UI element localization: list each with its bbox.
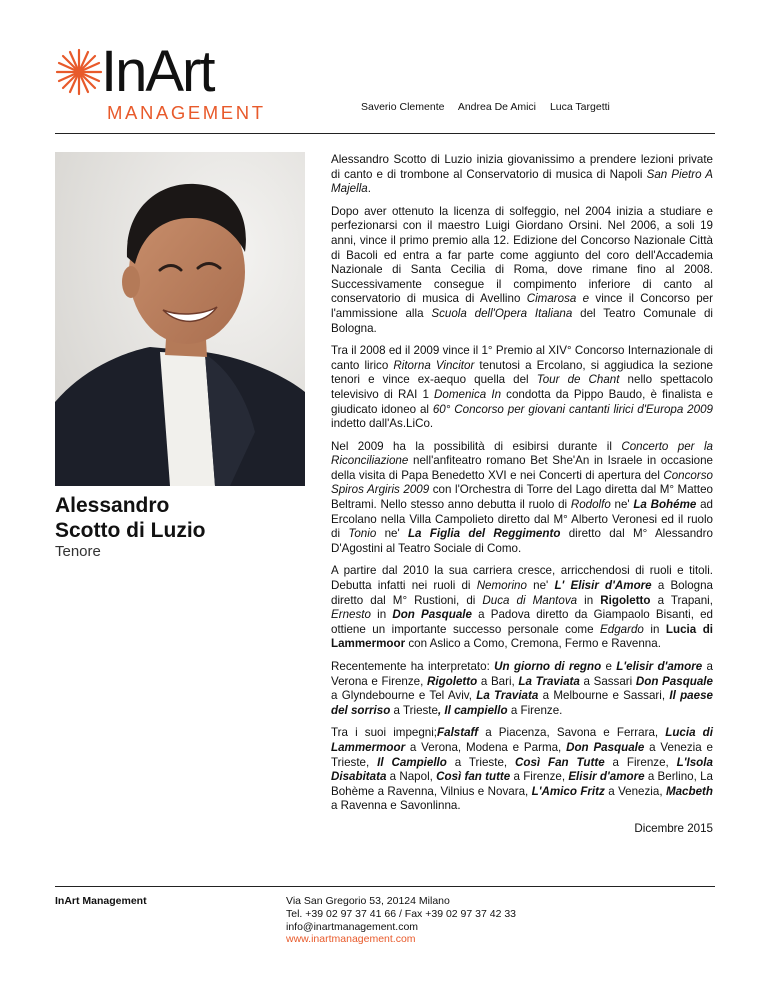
bio-paragraph: A partire dal 2010 la sua carriera cresce, arricchendosi di ruoli e titoli. Debutta infatti nei ruoli di Nemorino ne' L' Elisir d'Amore a Bologna diretto dal M° Rustioni, di Duca di Mantova in Rigoletto a Trapani, Ernesto in Don Pasquale a Padova diretto da Giampaolo Bisanti, ed ottiene un importante successo personale come Edgardo in Lucia di Lammermoor con Aslico a Como, Cremona, Fermo e Ravenna. [331,564,713,651]
biography [331,153,713,837]
artist-name [55,493,295,543]
artist-last-name: Scotto di Luzio [55,519,206,542]
footer-company: InArt Management [55,895,147,907]
bio-paragraph: Recentemente ha interpretato: Un giorno di regno e L'elisir d'amore a Verona e Firenze, Rigoletto a Bari, La Traviata a Sassari Don Pasquale a Glyndebourne e Tel Aviv, La Traviata a Melbourne e Sassari, Il paese del sorriso a Trieste, Il campiello a Firenze. [331,660,713,717]
bio-paragraph: Tra i suoi impegni;Falstaff a Piacenza, Savona e Ferrara, Lucia di Lammermoor a Verona, Modena e Parma, Don Pasquale a Venezia e Trieste, Il Campiello a Trieste, Così Fan Tutte a Firenze, L'Isola Disabitata a Napol, Così fan tutte a Firenze, Elisir d'amore a Berlino, La Bohème a Ravenna, Vilnius e Novara, L'Amico Fritz a Venezia, Macbeth a Ravenna e Savonlinna. [331,726,713,813]
logo-subtitle: MANAGEMENT [107,102,266,123]
portrait-illustration [55,152,305,486]
footer-contact [286,895,516,946]
footer-email[interactable]: info@inartmanagement.com [286,920,419,933]
manager-name: Andrea De Amici [457,101,537,113]
bio-paragraph: Nel 2009 ha la possibilità di esibirsi durante il Concerto per la Riconciliazione nell'anfiteatro romano Bet She'An in Israele in occasione della visita di Papa Benedetto XVI e nei Concerti di apertura del Concorso Spiros Argiris 2009 con l'Orchestra di Torre del Lago diretta dal M° Matteo Beltrami. Nello stesso anno debutta il ruolo di Rodolfo ne' La Bohéme ad Ercolano nella Villa Campolieto diretto dal M° Alberto Veronesi ed il ruolo di Tonio ne' La Figlia del Reggimento diretto dal M° Alessandro D'Agostini al Teatro Sociale di Como. [331,439,713,555]
manager-name: Saverio Clemente [361,101,445,113]
footer-phone: Tel. +39 02 97 37 41 66 / Fax +39 02 97 37 42 33 [286,907,517,920]
document-date: Dicembre 2015 [634,821,713,835]
manager-name: Luca Targetti [549,101,610,113]
footer-address: Via San Gregorio 53, 20124 Milano [286,895,450,907]
header-divider [55,133,715,134]
bio-paragraph: Tra il 2008 ed il 2009 vince il 1° Premio al XIV° Concorso Internazionale di canto lirico Ritorna Vincitor tenutosi a Ercolano, si aggiudica la sezione tenori e vince ex-aequo quella del Tour de Chant nello spettacolo televisivo di RAI 1 Domenica In condotta da Pippo Baudo, è finalista e giudicato idoneo al 60° Concorso per giovani cantanti lirici d'Europa 2009 indetto dall'As.LiCo. [331,344,713,431]
artist-voice-type: Tenore [55,543,101,560]
inart-logo [55,39,270,126]
artist-photo [55,152,305,486]
footer-divider [55,886,715,887]
management-names [361,101,621,113]
star-burst-icon [55,48,103,96]
footer-website-link[interactable]: www.inartmanagement.com [286,933,416,946]
bio-paragraph: Dopo aver ottenuto la licenza di solfeggio, nel 2004 inizia a studiare e perfezionarsi con il maestro Luigi Giordano Orsini. Nel 2006, a soli 19 anni, vince il primo premio alla 12. Edizione del Concorso Nazionale Città di Bacoli ed entra a far parte come aggiunto del coro dell'Accademia Nazionale di Santa Cecilia di Roma, dove rimane fino al 2008. Successivamente consegue il compimento inferiore di canto al conservatorio di musica di Avellino Cimarosa e vince il Concorso per l'ammissione alla Scuola dell'Opera Italiana del Teatro Comunale di Bologna. [331,204,713,335]
bio-paragraph: Alessandro Scotto di Luzio inizia giovanissimo a prendere lezioni private di canto e di trombone al Conservatorio di musica di Napoli San Pietro A Majella. [331,153,713,196]
artist-first-name: Alessandro [55,494,170,517]
logo-wordmark: InArt [101,39,214,104]
